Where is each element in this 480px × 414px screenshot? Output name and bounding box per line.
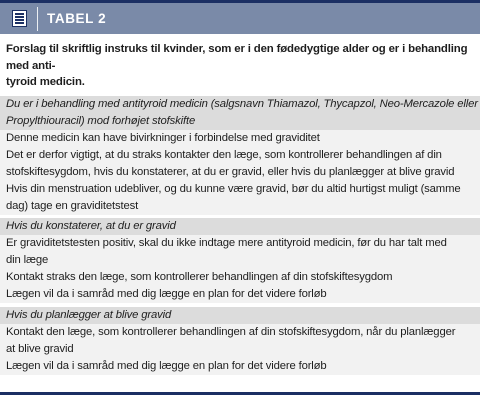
section-header-line: Du er i behandling med antityroid medicin (salgsnavn Thiamazol, Thycapzol, Neo-Mercazole eller	[6, 98, 478, 110]
table-header-bar	[0, 0, 480, 34]
section-header-treatment	[0, 96, 480, 130]
section-text-line: Hvis din menstruation udebliver, og du kunne være gravid, bør du altid hurtigst muligt (samme	[6, 183, 461, 195]
section-text-line: Denne medicin kan have bivirkninger i forbindelse med graviditet	[6, 132, 320, 144]
section-text-line: dag) tage en graviditetstest	[6, 200, 139, 212]
section-text-line: at blive gravid	[6, 343, 74, 355]
section-header-pregnant	[0, 218, 480, 235]
caption-line: tyroid medicin.	[6, 76, 85, 88]
section-header-line: Propylthiouracil) mod forhøjet stofskifte	[6, 115, 196, 127]
table-icon	[12, 10, 27, 27]
section-text-line: stofskiftesygdom, hvis du konstaterer, at du er gravid, eller hvis du planlægger at blive gravid	[6, 166, 455, 178]
section-body-treatment	[0, 130, 480, 215]
section-text-line: Kontakt den læge, som kontrollerer behandlingen af din stofskiftesygdom, når du planlægger	[6, 326, 456, 338]
section-header-line: Hvis du planlægger at blive gravid	[6, 309, 172, 321]
section-text-line: Lægen vil da i samråd med dig lægge en plan for det videre forløb	[6, 360, 327, 372]
caption-line: Forslag til skriftlig instruks til kvinder, som er i den fødedygtige alder og er i behandling med anti-	[6, 43, 468, 72]
section-text-line: din læge	[6, 254, 49, 266]
section-text-line: Det er derfor vigtigt, at du straks kontakter den læge, som kontrollerer behandlingen af din	[6, 149, 442, 161]
table-caption	[6, 41, 474, 91]
section-text-line: Lægen vil da i samråd med dig lægge en plan for det videre forløb	[6, 288, 327, 300]
table-title: TABEL 2	[47, 11, 107, 26]
header-divider	[37, 7, 38, 31]
section-body-planning	[0, 324, 480, 375]
section-header-line: Hvis du konstaterer, at du er gravid	[6, 220, 176, 232]
section-header-planning	[0, 307, 480, 324]
table-bottom-rule	[0, 392, 480, 395]
section-body-pregnant	[0, 235, 480, 303]
section-text-line: Kontakt straks den læge, som kontrollerer behandlingen af din stofskiftesygdom	[6, 271, 393, 283]
section-text-line: Er graviditetstesten positiv, skal du ikke indtage mere antityroid medicin, før du har talt med	[6, 237, 447, 249]
